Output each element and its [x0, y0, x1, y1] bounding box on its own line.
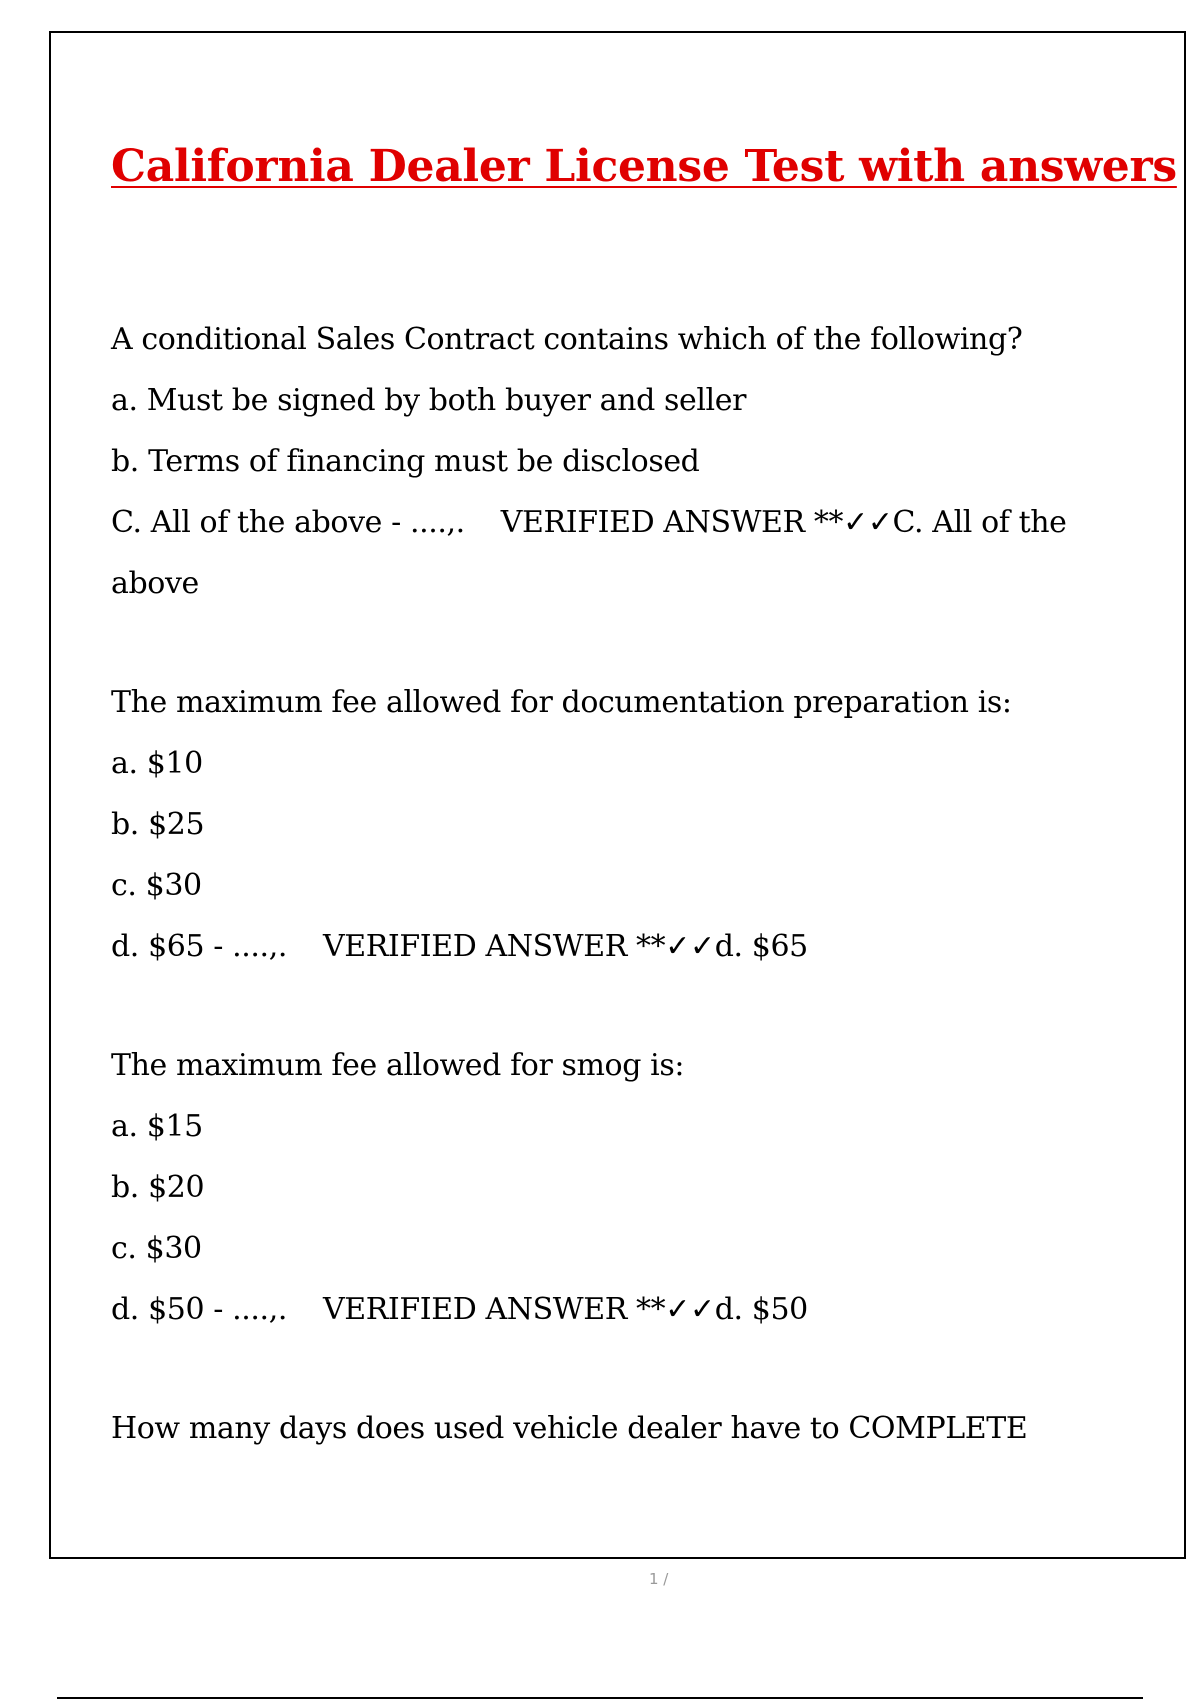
- question-text: How many days does used vehicle dealer have to COMPLETE: [111, 1411, 1028, 1447]
- option-text: a. $10: [111, 746, 203, 782]
- page-number: 1 /: [649, 1570, 669, 1588]
- bottom-divider: [57, 1697, 1143, 1699]
- question-block: [111, 672, 1151, 977]
- answer-line: [111, 1279, 1071, 1340]
- page-content: [111, 141, 1177, 1517]
- question-block: [111, 1035, 1151, 1340]
- answer-option-text: d. $65 - ....,.: [111, 929, 287, 965]
- option-text: c. $30: [111, 868, 202, 904]
- answer-line: [111, 492, 1071, 614]
- verified-answer-text: VERIFIED ANSWER **✓✓d. $50: [322, 1292, 808, 1328]
- verified-answer-text: VERIFIED ANSWER **✓✓d. $65: [322, 929, 808, 965]
- option-text: c. $30: [111, 1231, 202, 1267]
- document-title: California Dealer License Test with answers: [111, 141, 1177, 192]
- option-text: b. Terms of financing must be disclosed: [111, 444, 700, 480]
- question-block: [111, 309, 1151, 614]
- answer-option-text: C. All of the above - ....,.: [111, 505, 465, 541]
- question-text: A conditional Sales Contract contains which of the following?: [111, 322, 1023, 358]
- option-text: b. $25: [111, 807, 205, 843]
- question-list: [111, 309, 1151, 1459]
- question-text: The maximum fee allowed for documentation preparation is:: [111, 685, 1012, 721]
- question-text: The maximum fee allowed for smog is:: [111, 1048, 685, 1084]
- answer-line: [111, 916, 1071, 977]
- option-text: a. $15: [111, 1109, 203, 1145]
- answer-option-text: d. $50 - ....,.: [111, 1292, 287, 1328]
- verified-answer-text: VERIFIED ANSWER **✓✓C. All of the above: [111, 505, 1067, 602]
- option-text: a. Must be signed by both buyer and seller: [111, 383, 747, 419]
- page-frame: [49, 31, 1186, 1588]
- option-text: b. $20: [111, 1170, 205, 1206]
- question-block: [111, 1398, 1151, 1459]
